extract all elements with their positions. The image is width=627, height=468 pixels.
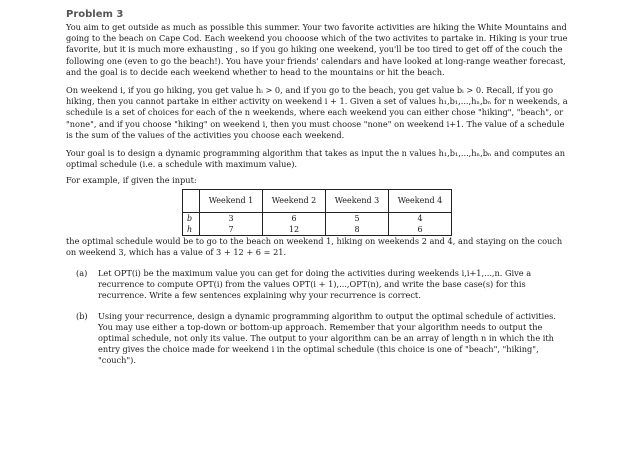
example-table [182, 189, 452, 236]
part-text: Let OPT(i) be the maximum value you can get for doing the activities during weekends i,i+1,...,n. Give a recurrence to compute OPT(i) from the values OPT(i + 1),...,OPT(n), and write the base case(s) for this recurrence. Write a few sentences explaining why your recurrence is correct. [98, 268, 532, 301]
table-cell: 4 [389, 212, 452, 224]
table-header: Weekend 2 [263, 189, 326, 212]
part-label: (a) [76, 268, 88, 279]
table-cell: 7 [200, 224, 263, 236]
question-part-b [66, 311, 572, 367]
table-corner-cell [183, 189, 200, 212]
row-label: h [183, 224, 200, 236]
table-cell: 8 [326, 224, 389, 236]
example-intro: For example, if given the input: [66, 175, 197, 186]
intro-paragraph: You aim to get outside as much as possible this summer. Your two favorite activities are hiking the White Mountains and going to the beach on Cape Cod. Each weekend you chooose which of the two activites to partake in. Hiking is your true favorite, but it is much more exhausting , so if you go hiking one weekend, you'll be too tired to get off of the couch the following one (even to go the beach!). You have your friends' calendars and have looked at long-range weather forecast, and the goal is to decide each weekend whether to head to the mountains or hit the beach. [66, 22, 568, 77]
question-parts [66, 268, 572, 367]
problem-page [66, 9, 572, 376]
problem-title: Problem 3 [66, 9, 124, 20]
table-header: Weekend 3 [326, 189, 389, 212]
definitions-paragraph: On weekend i, if you go hiking, you get value hᵢ > 0, and if you go to the beach, you get value bᵢ > 0. Recall, if you go hiking, then you cannot partake in either activity on weekend i + 1. Given a set of values h₁,b₁,...,hₙ,bₙ for n weekends, a schedule is a set of choices for each of the n weekends, where each weekend you can either chose "hiking", "beach", or "none", and if you choose "hiking" on weekend i, then you must choose "none" on weekend i+1. The value of a schedule is the sum of the values of the activities you choose each weekend. [66, 85, 568, 140]
table-cell: 3 [200, 212, 263, 224]
table-cell: 5 [326, 212, 389, 224]
part-text: Using your recurrence, design a dynamic programming algorithm to output the optimal schedule of activities. You may use either a top-down or bottom-up approach. Remember that your algorithm needs to output the optimal schedule, not only its value. The output to your algorithm can be an array of length n in which the ith entry gives the choice made for weekend i in the optimal schedule (this choice is one of "beach", "hiking", "couch"). [98, 310, 556, 366]
table-header: Weekend 4 [389, 189, 452, 212]
part-label: (b) [76, 310, 88, 321]
question-part-a [66, 268, 572, 302]
table-cell: 6 [389, 224, 452, 236]
table-cell: 6 [263, 212, 326, 224]
row-label: b [183, 212, 200, 224]
table-header: Weekend 1 [200, 189, 263, 212]
table-row [183, 224, 452, 236]
table-row [183, 212, 452, 224]
table-cell: 12 [263, 224, 326, 236]
goal-paragraph: Your goal is to design a dynamic programming algorithm that takes as input the n values h₁,b₁,...,hₙ,bₙ and computes an optimal schedule (i.e. a schedule with maximum value). [66, 148, 565, 170]
example-conclusion: the optimal schedule would be to go to the beach on weekend 1, hiking on weekends 2 and 4, and staying on the couch on weekend 3, which has a value of 3 + 12 + 6 = 21. [66, 235, 563, 257]
